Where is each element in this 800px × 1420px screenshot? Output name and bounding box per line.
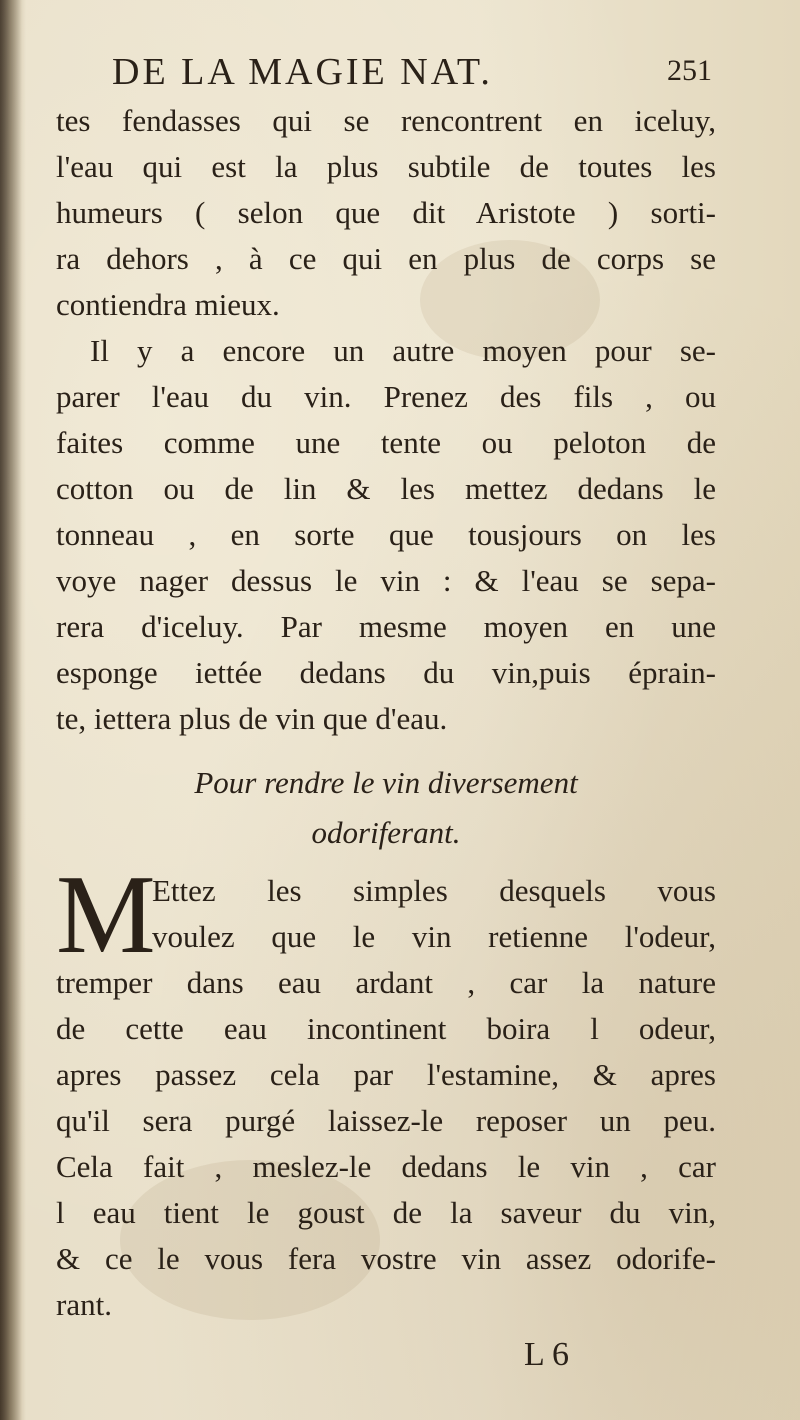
section-heading (56, 758, 716, 858)
text-line: apres passez cela par l'estamine, & apres (56, 1057, 716, 1092)
body-text (56, 98, 716, 742)
text-line: parer l'eau du vin. Prenez des fils , ou (56, 379, 716, 414)
text-line: rant. (56, 1287, 112, 1322)
text-line: cotton ou de lin & les mettez dedans le (56, 471, 716, 506)
text-line: l eau tient le goust de la saveur du vin, (56, 1195, 716, 1230)
text-line: tonneau , en sorte que tousjours on les (56, 517, 716, 552)
running-head-title: DE LA MAGIE NAT. (112, 51, 493, 93)
section-heading-line: odoriferant. (311, 815, 461, 850)
text-line: te, iettera plus de vin que d'eau. (56, 701, 448, 736)
text-line: faites comme une tente ou peloton de (56, 425, 716, 460)
section-heading-line: Pour rendre le vin diversement (194, 765, 578, 800)
text-line: contiendra mieux. (56, 287, 280, 322)
drop-cap: M (56, 853, 156, 977)
text-line: voye nager dessus le vin : & l'eau se sepa- (56, 563, 716, 598)
page-number: 251 (667, 54, 712, 87)
running-head (112, 50, 712, 98)
text-line: Ettez les simples desquels vous (152, 873, 716, 908)
text-line: rera d'iceluy. Par mesme moyen en une (56, 609, 716, 644)
text-line: & ce le vous fera vostre vin assez odorife- (56, 1241, 716, 1276)
text-line: de cette eau incontinent boira l odeur, (56, 1011, 716, 1046)
text-line: tremper dans eau ardant , car la nature (56, 965, 716, 1000)
signature-mark: L 6 (524, 1336, 570, 1373)
text-line: voulez que le vin retienne l'odeur, (152, 919, 716, 954)
text-line: ra dehors , à ce qui en plus de corps se (56, 241, 716, 276)
text-line: esponge iettée dedans du vin,puis éprain- (56, 655, 716, 690)
recipe-paragraph (56, 853, 716, 1328)
text-line: qu'il sera purgé laissez-le reposer un peu. (56, 1103, 716, 1138)
gutter-shadow (0, 0, 22, 1420)
text-line: Il y a encore un autre moyen pour se- (90, 333, 716, 368)
text-line: humeurs ( selon que dit Aristote ) sorti- (56, 195, 716, 230)
text-line: l'eau qui est la plus subtile de toutes les (56, 149, 716, 184)
text-line: tes fendasses qui se rencontrent en iceluy, (56, 103, 716, 138)
text-line: Cela fait , meslez-le dedans le vin , car (56, 1149, 716, 1184)
